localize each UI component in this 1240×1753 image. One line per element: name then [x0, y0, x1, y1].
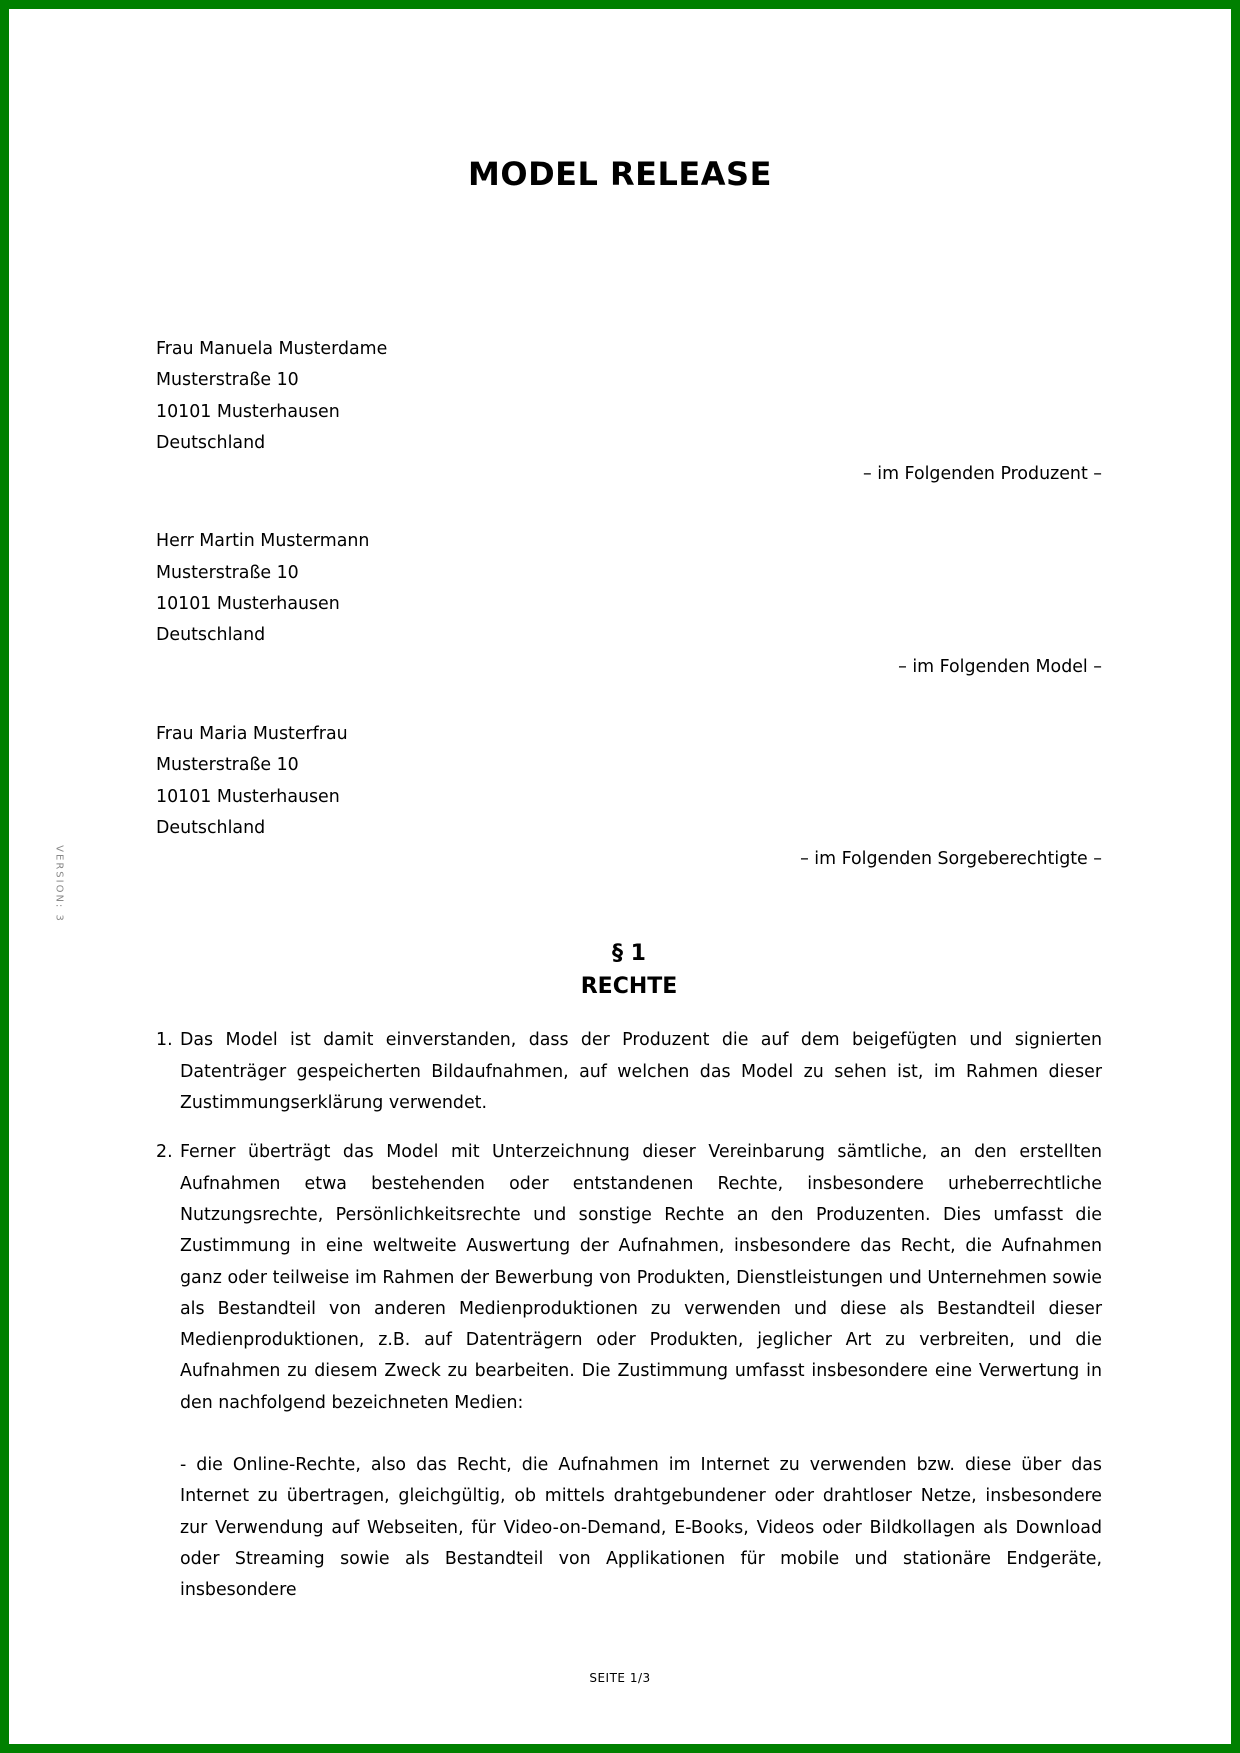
party-country: Deutschland	[156, 432, 266, 453]
clause-number: 1.	[156, 1030, 173, 1051]
party-role: – im Folgenden Model –	[898, 656, 1102, 677]
document-body	[156, 334, 1102, 1625]
party-street: Musterstraße 10	[156, 755, 299, 776]
version-label: VERSION: 3	[53, 845, 65, 923]
clause-subtext: - die Online-Rechte, also das Recht, die Aufnahmen im Internet zu verwenden bzw. diese über das Internet zu übertragen, gleichgültig, ob mittels drahtgebundener oder drahtloser Netze, insbesondere zur Verwendung auf Webseiten, für Video-on-Demand, E-Books, Videos oder Bildkollagen als Download oder Streaming sowie als Bestandteil von Applikationen für mobile und stationäre Endgeräte, insbesondere	[180, 1455, 1102, 1601]
clause-item	[156, 1025, 1102, 1119]
party-city: 10101 Musterhausen	[156, 401, 340, 422]
section-title: RECHTE	[580, 974, 678, 1000]
party-city: 10101 Musterhausen	[156, 594, 340, 615]
party-country: Deutschland	[156, 625, 266, 646]
page-number: SEITE 1/3	[589, 1671, 651, 1685]
party-role: – im Folgenden Sorgeberechtigte –	[800, 849, 1102, 870]
party-model	[156, 526, 1102, 682]
clause-text: Ferner überträgt das Model mit Unterzeichnung dieser Vereinbarung sämtliche, an den erstellten Aufnahmen etwa bestehenden oder entstandenen Rechte, insbesondere urheberrechtliche Nutzungsrechte, Persönlichkeitsrechte und sonstige Rechte an den Produzenten. Dies umfasst die Zustimmung in eine weltweite Auswertung der Aufnahmen, insbesondere das Recht, die Aufnahmen ganz oder teilweise im Rahmen der Bewerbung von Produkten, Dienstleistungen und Unternehmen sowie als Bestandteil von anderen Medienproduktionen zu verwenden und diese als Bestandteil dieser Medienproduktionen, z.B. auf Datenträgern oder Produkten, jeglicher Art zu verbreiten, und die Aufnahmen zu diesem Zweck zu bearbeiten. Die Zustimmung umfasst insbesondere eine Verwertung in den nachfolgend bezeichneten Medien:	[180, 1142, 1102, 1413]
clause-text: Das Model ist damit einverstanden, dass der Produzent die auf dem beigefügten und signierten Datenträger gespeicherten Bildaufnahmen, auf welchen das Model zu sehen ist, im Rahmen dieser Zustimmungserklärung verwendet.	[180, 1030, 1102, 1114]
party-name: Frau Maria Musterfrau	[156, 723, 348, 744]
clause-item	[156, 1137, 1102, 1606]
party-producer	[156, 334, 1102, 490]
party-city: 10101 Musterhausen	[156, 786, 340, 807]
party-street: Musterstraße 10	[156, 562, 299, 583]
party-country: Deutschland	[156, 817, 266, 838]
party-role: – im Folgenden Produzent –	[863, 464, 1102, 485]
clause-number: 2.	[156, 1142, 173, 1163]
document-title: MODEL RELEASE	[468, 155, 772, 193]
party-street: Musterstraße 10	[156, 370, 299, 391]
party-name: Frau Manuela Musterdame	[156, 339, 388, 359]
section-number: § 1	[612, 941, 646, 967]
clause-list	[156, 1025, 1102, 1606]
party-guardian	[156, 719, 1102, 875]
party-name: Herr Martin Mustermann	[156, 531, 370, 552]
section-heading	[156, 937, 1102, 1003]
